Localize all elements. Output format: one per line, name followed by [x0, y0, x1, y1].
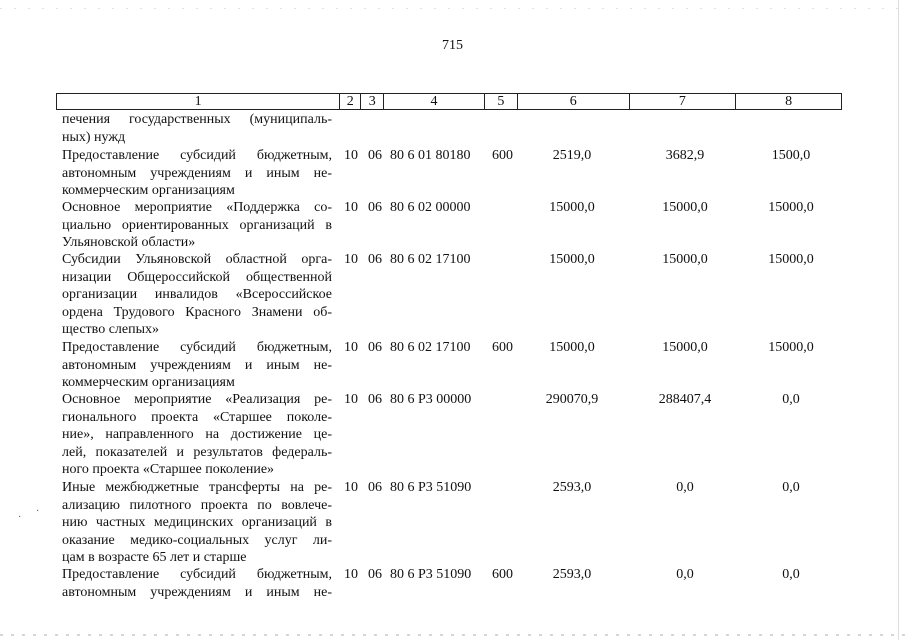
cell-section: 10 — [344, 340, 358, 355]
cell-amount-col8: 0,0 — [782, 480, 800, 495]
cell-subsection: 06 — [368, 480, 382, 495]
cell-section: 10 — [344, 480, 358, 495]
row-name-line: коммерческим организациям — [62, 375, 235, 390]
cell-amount-col6: 15000,0 — [549, 252, 595, 267]
row-name-line: автономным учреждениям и иным не- — [62, 357, 332, 373]
header-col-5: 5 — [485, 94, 518, 109]
cell-amount-col6: 15000,0 — [549, 200, 595, 215]
row-name-line: Основное мероприятие «Реализация ре- — [62, 392, 332, 407]
cell-amount-col8: 0,0 — [782, 392, 800, 407]
cell-section: 10 — [344, 148, 358, 163]
cell-subsection: 06 — [368, 252, 382, 267]
scan-artifact-top — [0, 8, 905, 9]
cell-amount-col8: 15000,0 — [768, 252, 814, 267]
scan-speck: · — [18, 512, 22, 523]
scan-artifact-edge — [898, 0, 899, 640]
cell-amount-col7: 15000,0 — [662, 200, 708, 215]
row-name-line: низации Общероссийской общественной — [62, 269, 332, 285]
cell-amount-col7: 15000,0 — [662, 340, 708, 355]
header-col-4: 4 — [384, 94, 485, 109]
row-name-line: коммерческим организациям — [62, 183, 235, 198]
header-col-1: 1 — [57, 94, 340, 109]
header-col-7: 7 — [630, 94, 737, 109]
cell-subsection: 06 — [368, 567, 382, 582]
row-name-line: ализацию пилотного проекта по вовлече- — [62, 497, 332, 513]
row-name-line: Предоставление субсидий бюджетным, — [62, 340, 332, 355]
row-name-line: гионального проекта «Старшее поколе- — [62, 409, 332, 425]
cell-section: 10 — [344, 567, 358, 582]
row-name-line: ного проекта «Старшее поколение» — [62, 462, 275, 477]
cell-subsection: 06 — [368, 340, 382, 355]
row-name-line: автономным учреждениям и иным не- — [62, 584, 332, 600]
cell-amount-col6: 2593,0 — [552, 480, 592, 495]
cell-amount-col7: 0,0 — [676, 480, 694, 495]
scan-artifact-bottom — [0, 634, 905, 636]
cell-target-code: 80 6 02 17100 — [390, 340, 471, 355]
row-name-line: Субсидии Ульяновской областной орга- — [62, 252, 332, 267]
row-name-line: ордена Трудового Красного Знамени об- — [62, 304, 332, 320]
cell-amount-col6: 2593,0 — [552, 567, 592, 582]
cell-section: 10 — [344, 252, 358, 267]
cell-target-code: 80 6 P3 51090 — [390, 480, 472, 495]
row-name-line: лей, показателей и результатов федераль- — [62, 444, 332, 460]
scan-speck: · — [36, 506, 40, 517]
row-name-line: цам в возрасте 65 лет и старше — [62, 550, 247, 565]
row-name-line: организации инвалидов «Всероссийское — [62, 287, 332, 302]
cell-amount-col7: 288407,4 — [658, 392, 712, 407]
table-header — [56, 93, 842, 110]
cell-amount-col8: 15000,0 — [768, 200, 814, 215]
header-col-2: 2 — [340, 94, 361, 109]
row-name — [62, 147, 332, 200]
row-name-line: печения государственных (муниципаль- — [62, 112, 332, 127]
cell-amount-col8: 15000,0 — [768, 340, 814, 355]
cell-expense-type: 600 — [492, 567, 513, 582]
row-name-line: ние», направленного на достижение це- — [62, 427, 332, 442]
header-col-3: 3 — [361, 94, 384, 109]
header-col-6: 6 — [518, 94, 630, 109]
row-name-line: Предоставление субсидий бюджетным, — [62, 567, 332, 582]
cell-subsection: 06 — [368, 200, 382, 215]
row-name-line: Иные межбюджетные трансферты на ре- — [62, 480, 332, 495]
cell-target-code: 80 6 P3 51090 — [390, 567, 472, 582]
cell-subsection: 06 — [368, 392, 382, 407]
cell-amount-col8: 0,0 — [782, 567, 800, 582]
cell-target-code: 80 6 P3 00000 — [390, 392, 472, 407]
cell-expense-type: 600 — [492, 148, 513, 163]
row-name — [62, 111, 332, 146]
row-name — [62, 339, 332, 392]
row-name-line: циально ориентированных организаций в — [62, 217, 332, 233]
row-name-line: оказание медико-социальных услуг ли- — [62, 532, 332, 548]
cell-subsection: 06 — [368, 148, 382, 163]
cell-target-code: 80 6 02 00000 — [390, 200, 471, 215]
cell-amount-col7: 3682,9 — [665, 148, 705, 163]
page-number: 715 — [442, 38, 463, 53]
row-name — [62, 199, 332, 252]
cell-amount-col7: 0,0 — [676, 567, 694, 582]
cell-amount-col6: 290070,9 — [545, 392, 599, 407]
row-name — [62, 391, 332, 479]
header-col-8: 8 — [785, 93, 793, 109]
cell-section: 10 — [344, 200, 358, 215]
cell-expense-type: 600 — [492, 340, 513, 355]
cell-section: 10 — [344, 392, 358, 407]
row-name-line: Ульяновской области» — [62, 235, 196, 250]
cell-amount-col7: 15000,0 — [662, 252, 708, 267]
row-name-line: ных) нужд — [62, 129, 126, 145]
row-name-line: Предоставление субсидий бюджетным, — [62, 148, 332, 163]
cell-amount-col6: 2519,0 — [552, 148, 592, 163]
row-name-line: нию частных медицинских организаций в — [62, 515, 332, 530]
row-name — [62, 251, 332, 339]
cell-amount-col8: 1500,0 — [771, 148, 811, 163]
row-name — [62, 479, 332, 567]
row-name-line: щество слепых» — [62, 322, 160, 337]
row-name-line: автономным учреждениям и иным не- — [62, 165, 332, 181]
cell-target-code: 80 6 02 17100 — [390, 252, 471, 267]
cell-amount-col6: 15000,0 — [549, 340, 595, 355]
row-name-line: Основное мероприятие «Поддержка со- — [62, 200, 332, 215]
cell-target-code: 80 6 01 80180 — [390, 148, 471, 163]
row-name — [62, 566, 332, 601]
